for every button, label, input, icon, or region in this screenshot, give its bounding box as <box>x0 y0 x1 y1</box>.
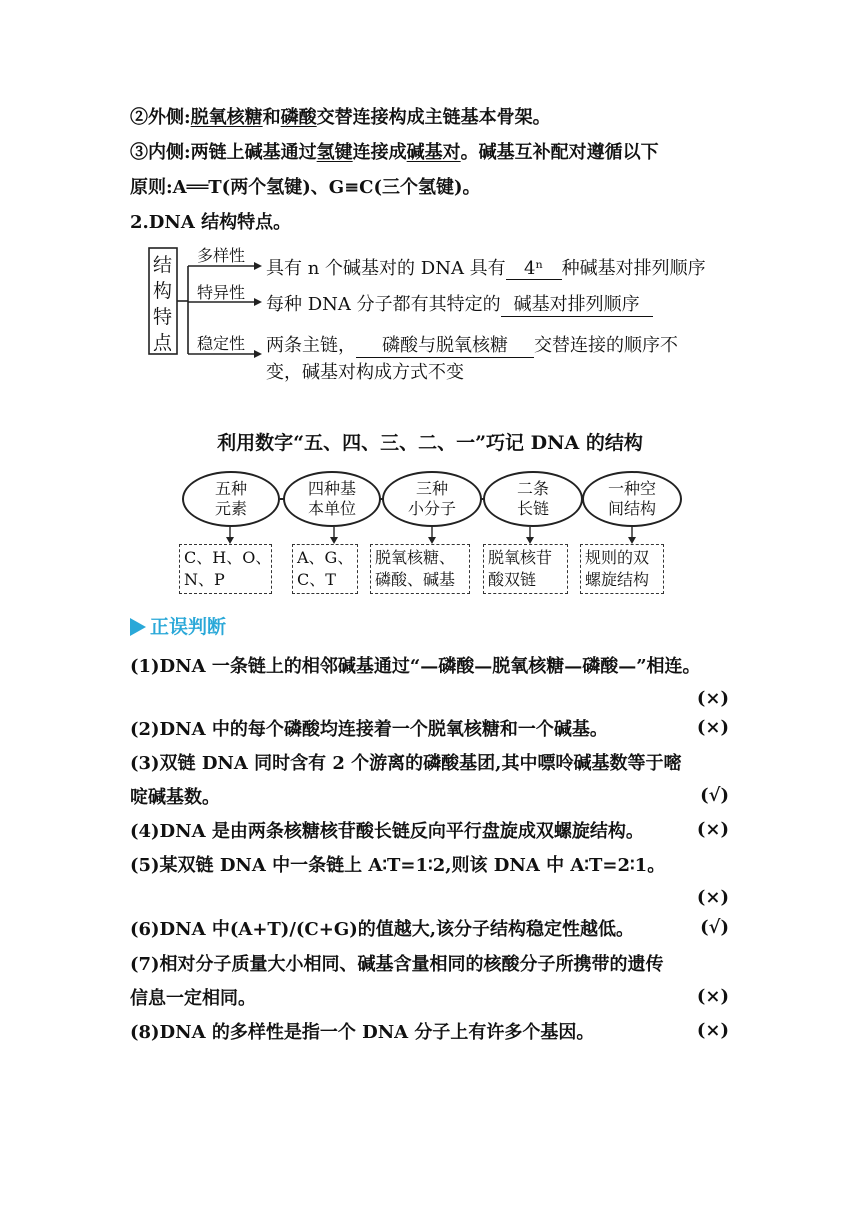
answer-blank: 4ⁿ <box>506 258 562 280</box>
judgement-mark-7: (×) <box>696 986 729 1007</box>
judgement-item-3: (3)双链 DNA 同时含有 2 个游离的磷酸基团,其中嘌呤碱基数等于嘧 <box>130 753 682 774</box>
underlined-term: 磷酸 <box>280 107 317 128</box>
mnemonic-title: 利用数字“五、四、三、二、一”巧记 DNA 的结构 <box>217 432 643 454</box>
box-elements: C、H、O、 N、P <box>179 544 272 594</box>
judgement-mark-1: (×) <box>696 688 729 709</box>
answer-blank: 碱基对排列顺序 <box>501 290 653 317</box>
judgement-item-2: (2)DNA 中的每个磷酸均连接着一个脱氧核糖和一个碱基。 <box>130 719 608 740</box>
judgement-item-5: (5)某双链 DNA 中一条链上 A∶T=1∶2,则该 DNA 中 A∶T=2∶1。 <box>130 855 666 876</box>
answer-blank: 磷酸与脱氧核糖 <box>356 331 534 358</box>
judgement-item-8: (8)DNA 的多样性是指一个 DNA 分子上有许多个基因。 <box>130 1022 595 1043</box>
judgement-item-3-line2: 啶碱基数。 <box>130 787 220 808</box>
underlined-term: 碱基对 <box>406 142 461 163</box>
judgement-mark-4: (×) <box>696 819 729 840</box>
judgement-mark-2: (×) <box>696 717 729 738</box>
judgement-heading: 正误判断 <box>130 612 226 639</box>
judgement-mark-6: (√) <box>700 917 729 938</box>
bracket-char-4: 点 <box>153 332 173 354</box>
bracket-char-3: 特 <box>153 306 173 328</box>
judgement-item-4: (4)DNA 是由两条核糖核苷酸长链反向平行盘旋成双螺旋结构。 <box>130 821 644 842</box>
feature-name-stability: 稳定性 <box>197 334 246 353</box>
box-molecules: 脱氧核糖、 磷酸、碱基 <box>370 544 470 594</box>
judgement-mark-5: (×) <box>696 887 729 908</box>
text-line-outer-side: ②外侧:脱氧核糖和磷酸交替连接构成主链基本骨架。 <box>130 107 551 128</box>
mnemonic-five-elements: 五种 元素 <box>182 471 280 527</box>
judgement-mark-8: (×) <box>696 1020 729 1041</box>
box-bases: A、G、 C、T <box>292 544 358 594</box>
text-line-inner-side: ③内侧:两链上碱基通过氢键连接成碱基对。碱基互补配对遵循以下 <box>130 142 659 163</box>
feature-desc-stability: 两条主链， 磷酸与脱氧核糖 交替连接的顺序不 <box>266 331 678 358</box>
judgement-item-1: (1)DNA 一条链上的相邻碱基通过“—磷酸—脱氧核糖—磷酸—”相连。 <box>130 656 701 677</box>
text-line-pairing-rule: 原则:A══T(两个氢键)、G≡C(三个氢键)。 <box>130 177 481 198</box>
mnemonic-one-structure: 一种空 间结构 <box>582 471 682 527</box>
feature-name-specificity: 特异性 <box>197 283 246 302</box>
judgement-mark-3: (√) <box>700 785 729 806</box>
feature-desc-stability-line2: 变，碱基对构成方式不变 <box>266 362 464 383</box>
bracket-char-1: 结 <box>153 254 173 276</box>
box-helix: 规则的双 螺旋结构 <box>580 544 664 594</box>
triangle-arrow-icon <box>130 618 146 636</box>
mnemonic-three-molecules: 三种 小分子 <box>382 471 482 527</box>
box-chains: 脱氧核苷 酸双链 <box>483 544 568 594</box>
section-heading-features: 2.DNA 结构特点。 <box>130 212 292 233</box>
bracket-char-2: 构 <box>153 280 173 302</box>
feature-name-diversity: 多样性 <box>197 246 246 265</box>
feature-desc-diversity: 具有 n 个碱基对的 DNA 具有 4ⁿ 种碱基对排列顺序 <box>266 258 706 279</box>
mnemonic-four-units: 四种基 本单位 <box>283 471 381 527</box>
judgement-item-6: (6)DNA 中(A+T)/(C+G)的值越大,该分子结构稳定性越低。 <box>130 919 634 940</box>
mnemonic-two-chains: 二条 长链 <box>483 471 583 527</box>
judgement-item-7-line2: 信息一定相同。 <box>130 988 256 1009</box>
underlined-term: 氢键 <box>316 142 353 163</box>
judgement-item-7: (7)相对分子质量大小相同、碱基含量相同的核酸分子所携带的遗传 <box>130 954 664 975</box>
feature-desc-specificity: 每种 DNA 分子都有其特定的 碱基对排列顺序 <box>266 290 653 317</box>
underlined-term: 脱氧核糖 <box>190 107 263 128</box>
